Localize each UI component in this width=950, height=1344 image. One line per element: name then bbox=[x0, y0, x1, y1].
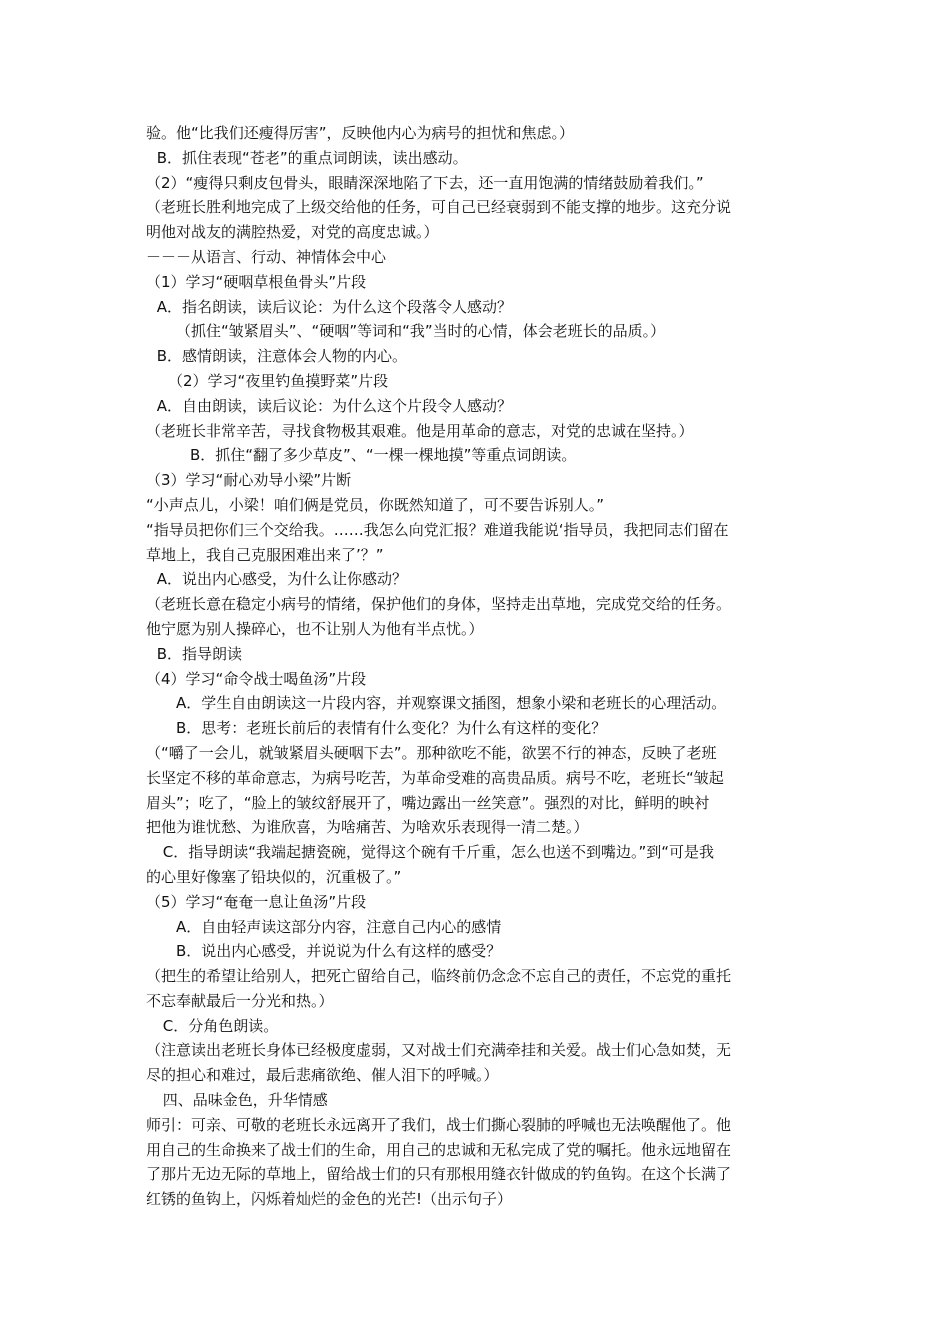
text-line: （把生的希望让给别人，把死亡留给自己，临终前仍念念不忘自己的责任，不忘党的重托 bbox=[146, 967, 732, 986]
text-line: A．学生自由朗读这一片段内容，并观察课文插图，想象小梁和老班长的心理活动。 bbox=[176, 694, 727, 713]
text-line: （2）“瘦得只剩皮包骨头，眼睛深深地陷了下去，还一直用饱满的情绪鼓励着我们。” bbox=[146, 173, 704, 192]
text-line: A．自由朗读，读后议论：为什么这个片段令人感动？ bbox=[152, 396, 513, 415]
text-line: B．抓住表现“苍老”的重点词朗读，读出感动。 bbox=[152, 148, 468, 167]
text-line: “小声点儿，小梁！咱们俩是党员，你既然知道了，可不要告诉别人。” bbox=[146, 495, 605, 514]
text-line: 他宁愿为别人操碎心，也不让别人为他有半点忧。） bbox=[146, 619, 484, 638]
text-line: “指导员把你们三个交给我。……我怎么向党汇报？难道我能说‘指导员，我把同志们留在 bbox=[146, 520, 729, 539]
document-body bbox=[146, 121, 810, 1212]
text-line: （抓住“皱紧眉头”、“硬咽”等词和“我”当时的心情，体会老班长的品质。） bbox=[176, 322, 666, 341]
text-line: 的心里好像塞了铅块似的，沉重极了。” bbox=[146, 867, 402, 886]
text-line: B．说出内心感受，并说说为什么有这样的感受？ bbox=[176, 942, 502, 961]
text-line: C．分角色朗读。 bbox=[158, 1016, 279, 1035]
section-heading: 四、品味金色，升华情感 bbox=[158, 1091, 328, 1110]
text-line: 长坚定不移的革命意志，为病号吃苦，为革命受难的高贵品质。病号不吃，老班长“皱起 bbox=[146, 768, 724, 787]
subsection-heading: （5）学习“奄奄一息让鱼汤”片段 bbox=[146, 892, 367, 911]
text-line: 验。他“比我们还瘦得厉害”，反映他内心为病号的担忧和焦虑。） bbox=[146, 124, 575, 142]
text-line: 不忘奉献最后一分光和热。） bbox=[146, 991, 334, 1010]
text-line: 师引：可亲、可敬的老班长永远离开了我们，战士们撕心裂肺的呼喊也无法唤醒他了。他 bbox=[146, 1115, 732, 1134]
text-line: 草地上，我自己克服困难出来了’？” bbox=[146, 545, 384, 564]
text-line: 红锈的鱼钩上，闪烁着灿烂的金色的光芒!（出示句子） bbox=[146, 1190, 513, 1209]
text-line: （注意读出老班长身体已经极度虚弱，又对战士们充满牵挂和关爱。战士们心急如焚，无 bbox=[146, 1041, 732, 1060]
text-line: B．感情朗读，注意体会人物的内心。 bbox=[152, 347, 408, 366]
text-line: C．指导朗读“我端起搪瓷碗，觉得这个碗有千斤重，怎么也送不到嘴边。”到“可是我 bbox=[158, 843, 715, 862]
subsection-heading: （3）学习“耐心劝导小梁”片断 bbox=[146, 471, 352, 490]
text-line: 把他为谁忧愁、为谁欣喜，为啥痛苦、为啥欢乐表现得一清二楚。） bbox=[146, 818, 589, 837]
text-line: A．自由轻声读这部分内容，注意自己内心的感情 bbox=[176, 917, 502, 936]
text-line: 尽的担心和难过，最后悲痛欲绝、催人泪下的呼喊。） bbox=[146, 1066, 499, 1085]
subsection-heading: （4）学习“命令战士喝鱼汤”片段 bbox=[146, 669, 367, 688]
text-line: A．指名朗读，读后议论：为什么这个段落令人感动？ bbox=[152, 297, 513, 316]
text-line: 用自己的生命换来了战士们的生命，用自己的忠诚和无私完成了党的嘱托。他永远地留在 bbox=[146, 1140, 732, 1159]
text-line: B．思考：老班长前后的表情有什么变化？为什么有这样的变化？ bbox=[176, 719, 607, 738]
subsection-heading: （1）学习“硬咽草根鱼骨头”片段 bbox=[146, 272, 367, 291]
text-line: B．抓住“翻了多少草皮”、“一棵一棵地摸”等重点词朗读。 bbox=[190, 446, 577, 465]
text-line: 眉头”；吃了，“脸上的皱纹舒展开了，嘴边露出一丝笑意”。强烈的对比，鲜明的映衬 bbox=[146, 793, 710, 812]
section-heading: －－－从语言、行动、神情体会中心 bbox=[146, 247, 387, 266]
text-line: （“嚼了一会儿，就皱紧眉头硬咽下去”。那种欲吃不能，欲罢不行的神态，反映了老班 bbox=[146, 743, 717, 762]
text-line: B．指导朗读 bbox=[152, 644, 243, 663]
subsection-heading: （2）学习“夜里钓鱼摸野菜”片段 bbox=[168, 371, 389, 390]
text-line: （老班长胜利地完成了上级交给他的任务，可自己已经衰弱到不能支撑的地步。这充分说 bbox=[146, 198, 732, 217]
text-line: （老班长意在稳定小病号的情绪，保护他们的身体，坚持走出草地，完成党交给的任务。 bbox=[146, 595, 732, 614]
text-line: A．说出内心感受，为什么让你感动？ bbox=[152, 570, 408, 589]
text-line: 明他对战友的满腔热爱，对党的高度忠诚。） bbox=[146, 223, 439, 242]
text-line: 了那片无边无际的草地上，留给战士们的只有那根用缝衣针做成的钓鱼钩。在这个长满了 bbox=[146, 1165, 732, 1184]
text-line: （老班长非常辛苦，寻找食物极其艰难。他是用革命的意志，对党的忠诚在坚持。） bbox=[146, 421, 694, 440]
